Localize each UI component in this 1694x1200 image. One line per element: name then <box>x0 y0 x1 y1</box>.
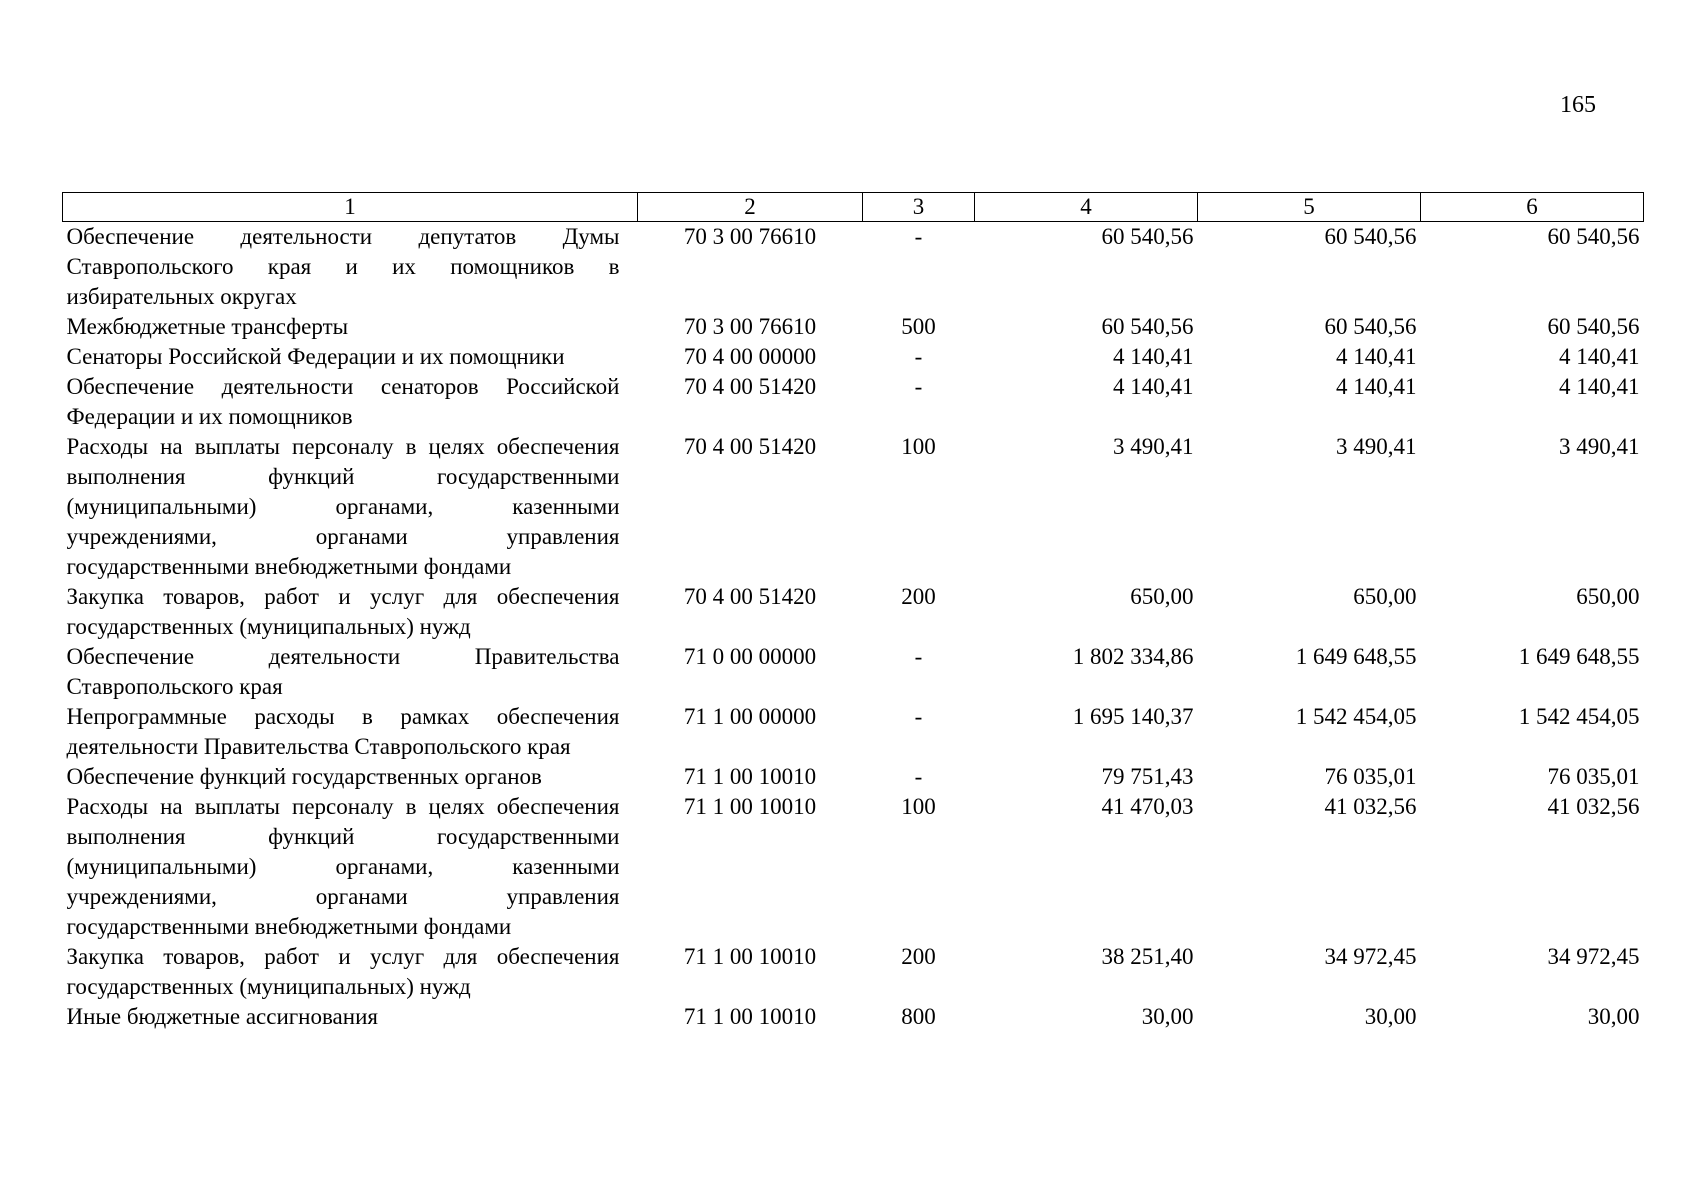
row-name: Непрограммные расходы в рамках обеспечения деятельности Правительства Ставропольского края <box>66 704 620 759</box>
row-name: Обеспечение деятельности депутатов Думы Ставропольского края и их помощников в избирательных округах <box>66 224 620 309</box>
row-name: Закупка товаров, работ и услуг для обеспечения государственных (муниципальных) нужд <box>66 944 620 999</box>
row-value-6: 34 972,45 <box>1547 944 1640 969</box>
column-header-4: 4 <box>975 193 1198 222</box>
row-value-5: 60 540,56 <box>1324 224 1417 249</box>
row-code: 70 3 00 76610 <box>683 314 817 339</box>
row-value-4: 4 140,41 <box>1113 344 1194 369</box>
row-value-5: 4 140,41 <box>1336 374 1417 399</box>
table-row <box>63 1002 1644 1032</box>
row-name: Закупка товаров, работ и услуг для обеспечения государственных (муниципальных) нужд <box>66 584 620 639</box>
row-code: 71 1 00 10010 <box>683 944 817 969</box>
row-code: 71 1 00 10010 <box>683 1004 817 1029</box>
row-expense-type: 500 <box>901 314 936 339</box>
row-value-6: 60 540,56 <box>1547 224 1640 249</box>
row-value-5: 30,00 <box>1364 1004 1417 1029</box>
row-expense-type: 800 <box>901 1004 936 1029</box>
table-row <box>63 432 1644 582</box>
row-code: 70 4 00 51420 <box>683 434 817 459</box>
row-value-4: 38 251,40 <box>1101 944 1194 969</box>
row-code: 71 1 00 10010 <box>683 794 817 819</box>
table-header-row <box>63 193 1644 222</box>
row-value-4: 60 540,56 <box>1101 224 1194 249</box>
row-value-5: 650,00 <box>1353 584 1417 609</box>
row-name: Обеспечение функций государственных органов <box>66 764 542 789</box>
row-code: 71 1 00 00000 <box>683 704 817 729</box>
row-value-6: 650,00 <box>1576 584 1640 609</box>
column-header-2: 2 <box>638 193 863 222</box>
budget-table <box>62 192 1644 1032</box>
row-value-4: 650,00 <box>1130 584 1194 609</box>
column-header-1: 1 <box>63 193 638 222</box>
table-row <box>63 342 1644 372</box>
row-code: 71 1 00 10010 <box>683 764 817 789</box>
row-expense-type: - <box>914 374 923 399</box>
row-value-6: 76 035,01 <box>1547 764 1640 789</box>
row-expense-type: - <box>914 224 923 249</box>
row-code: 70 4 00 51420 <box>683 374 817 399</box>
row-value-4: 1 802 334,86 <box>1072 644 1194 669</box>
row-code: 70 4 00 00000 <box>683 344 817 369</box>
row-value-4: 4 140,41 <box>1113 374 1194 399</box>
row-code: 71 0 00 00000 <box>683 644 817 669</box>
row-value-4: 79 751,43 <box>1101 764 1194 789</box>
row-name: Сенаторы Российской Федерации и их помощники <box>66 344 565 369</box>
table-row <box>63 642 1644 702</box>
row-name: Обеспечение деятельности Правительства Ставропольского края <box>66 644 620 699</box>
row-expense-type: - <box>914 644 923 669</box>
row-value-6: 30,00 <box>1587 1004 1640 1029</box>
column-header-6: 6 <box>1421 193 1644 222</box>
row-name: Обеспечение деятельности сенаторов Российской Федерации и их помощников <box>66 374 620 429</box>
row-expense-type: - <box>914 704 923 729</box>
row-expense-type: - <box>914 764 923 789</box>
table-row <box>63 702 1644 762</box>
row-name: Межбюджетные трансферты <box>66 314 349 339</box>
table-row <box>63 582 1644 642</box>
table-row <box>63 222 1644 313</box>
row-value-6: 41 032,56 <box>1547 794 1640 819</box>
row-value-6: 1 649 648,55 <box>1518 644 1640 669</box>
row-value-4: 41 470,03 <box>1101 794 1194 819</box>
row-value-4: 30,00 <box>1141 1004 1194 1029</box>
table-row <box>63 942 1644 1002</box>
page-number: 165 <box>1560 92 1596 118</box>
row-value-5: 60 540,56 <box>1324 314 1417 339</box>
row-expense-type: - <box>914 344 923 369</box>
row-name: Расходы на выплаты персоналу в целях обеспечения выполнения функций государственными (муниципальными) органами, казенными учреждениями, органами управления государственными внебюджетными фондами <box>66 434 620 579</box>
row-value-5: 1 542 454,05 <box>1295 704 1417 729</box>
row-value-5: 76 035,01 <box>1324 764 1417 789</box>
row-value-6: 3 490,41 <box>1559 434 1640 459</box>
row-value-4: 1 695 140,37 <box>1072 704 1194 729</box>
column-header-5: 5 <box>1198 193 1421 222</box>
row-name: Расходы на выплаты персоналу в целях обеспечения выполнения функций государственными (муниципальными) органами, казенными учреждениями, органами управления государственными внебюджетными фондами <box>66 794 620 939</box>
row-expense-type: 200 <box>901 944 936 969</box>
row-value-6: 1 542 454,05 <box>1518 704 1640 729</box>
row-value-4: 60 540,56 <box>1101 314 1194 339</box>
row-value-6: 60 540,56 <box>1547 314 1640 339</box>
column-header-3: 3 <box>863 193 975 222</box>
row-expense-type: 200 <box>901 584 936 609</box>
row-value-5: 1 649 648,55 <box>1295 644 1417 669</box>
row-value-5: 41 032,56 <box>1324 794 1417 819</box>
row-code: 70 4 00 51420 <box>683 584 817 609</box>
row-value-5: 4 140,41 <box>1336 344 1417 369</box>
row-expense-type: 100 <box>901 434 936 459</box>
table-row <box>63 372 1644 432</box>
row-value-5: 34 972,45 <box>1324 944 1417 969</box>
row-value-6: 4 140,41 <box>1559 344 1640 369</box>
row-value-5: 3 490,41 <box>1336 434 1417 459</box>
row-code: 70 3 00 76610 <box>683 224 817 249</box>
row-value-6: 4 140,41 <box>1559 374 1640 399</box>
row-expense-type: 100 <box>901 794 936 819</box>
table-row <box>63 312 1644 342</box>
table-row <box>63 762 1644 792</box>
table-row <box>63 792 1644 942</box>
row-value-4: 3 490,41 <box>1113 434 1194 459</box>
row-name: Иные бюджетные ассигнования <box>66 1004 378 1029</box>
